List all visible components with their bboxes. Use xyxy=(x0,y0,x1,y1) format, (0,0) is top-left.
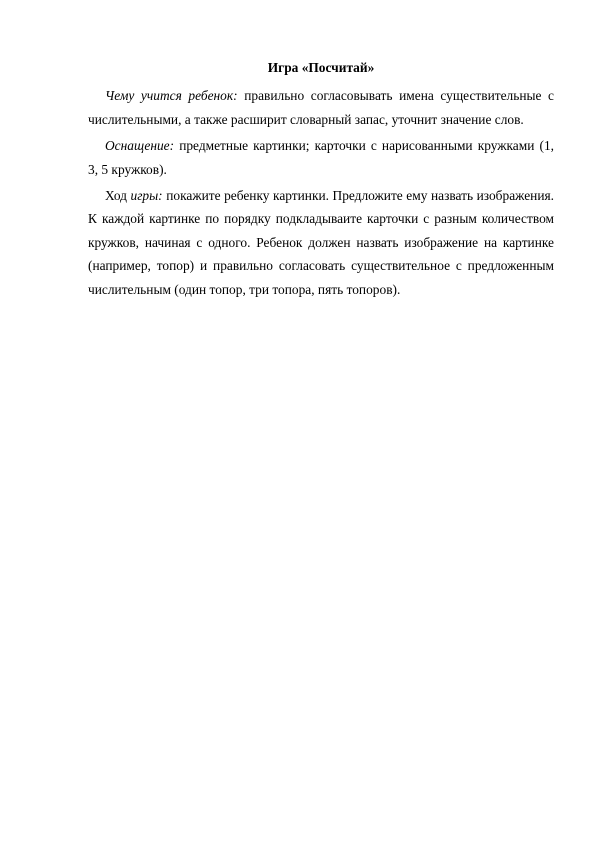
paragraph-text: предметные картинки; карточки с нарисованными кружками (1, 3, 5 кружков). xyxy=(88,138,554,177)
document-title: Игра «Посчитай» xyxy=(267,60,375,75)
paragraph-prefix: Ход xyxy=(105,188,131,204)
paragraph-equipment xyxy=(88,134,554,181)
paragraph-game-procedure xyxy=(88,184,554,301)
paragraph-lead: игры: xyxy=(130,188,163,204)
paragraph-learning-goal xyxy=(88,84,554,131)
paragraph-lead: Чему учится ребенок: xyxy=(105,88,238,104)
paragraph-lead: Оснащение: xyxy=(105,138,175,154)
document-body xyxy=(88,56,554,304)
paragraph-text: правильно согласовывать имена существительные с числительными, а также расширит словарный запас, уточнит значение слов. xyxy=(88,88,554,127)
paragraph-text: покажите ребенку картинки. Предложите ему назвать изображения. К каждой картинке по порядку подкладываите карточки с разным количеством кружков, начиная с одного. Ребенок должен назвать изображение на картинке (например, топор) и правильно согласовать существительное с предложенным числительным (один топор, три топора, пять топоров). xyxy=(88,188,554,297)
